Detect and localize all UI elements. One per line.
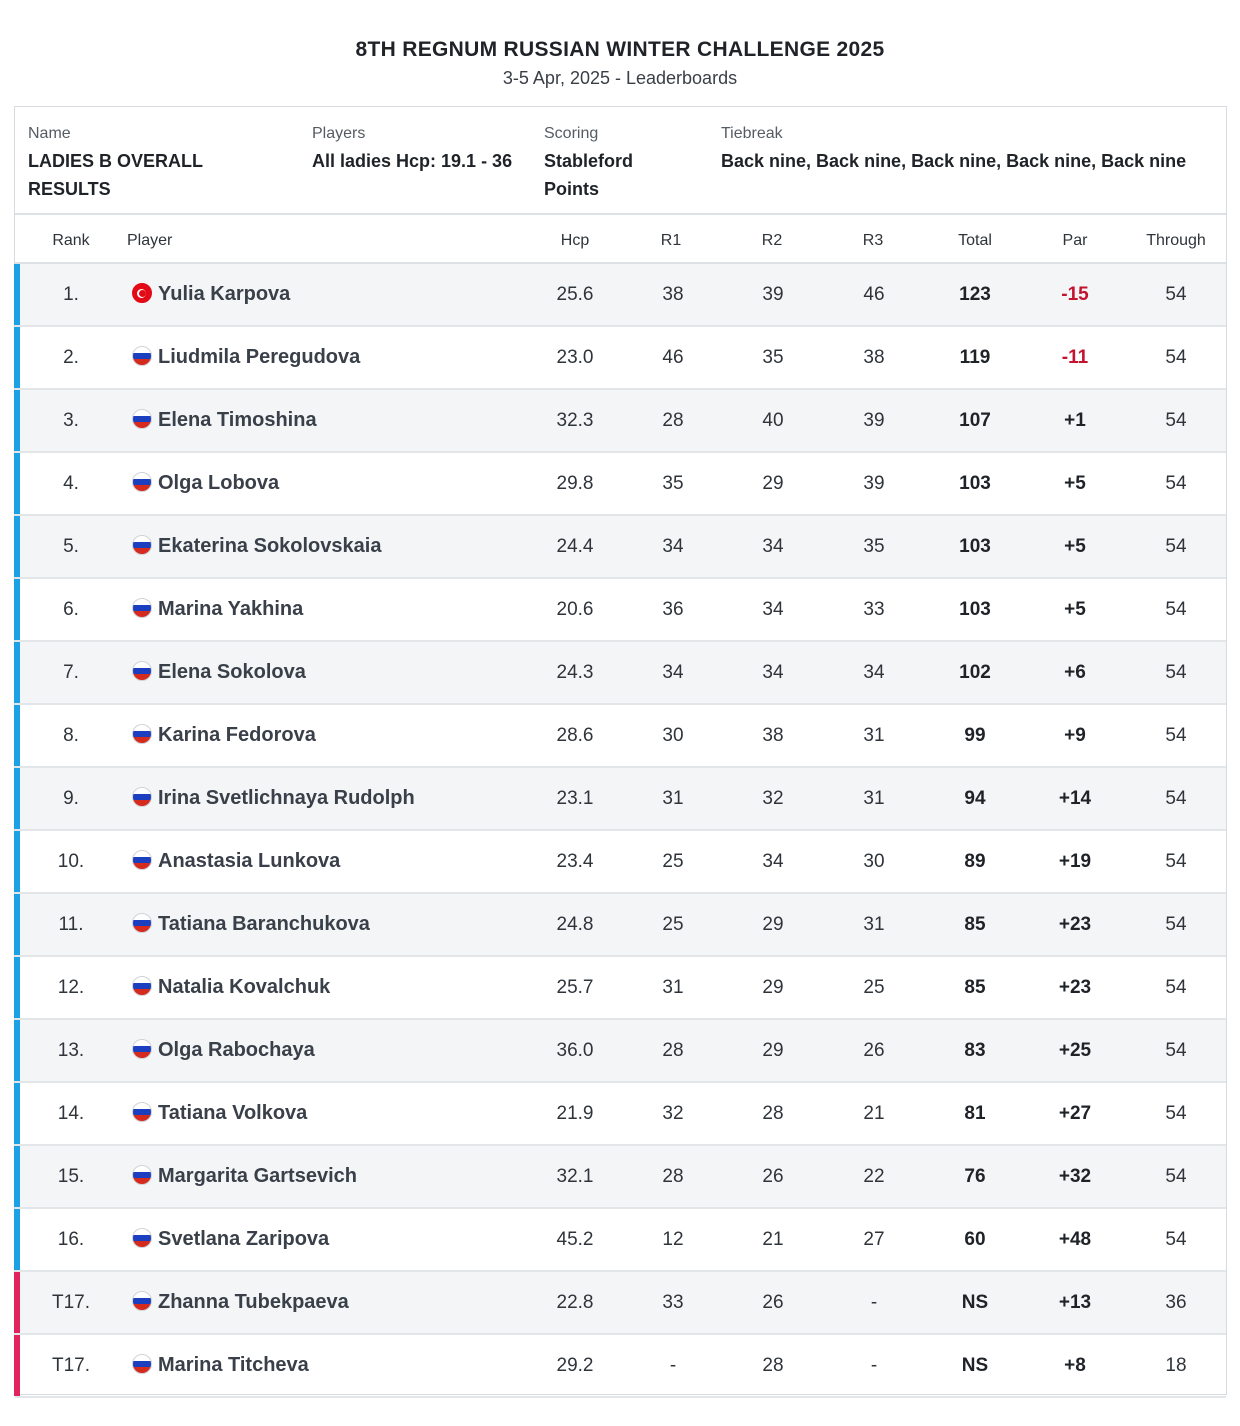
cell-through: 54 (1165, 284, 1187, 305)
cell-total: 89 (964, 851, 986, 872)
cell-par: +9 (1064, 725, 1086, 746)
cell-r3: 21 (863, 1103, 885, 1124)
player-name[interactable]: Liudmila Peregudova (158, 346, 361, 368)
info-scoring-label: Scoring (544, 125, 599, 142)
cell-hcp: 25.7 (556, 977, 594, 998)
cell-total: 123 (959, 284, 991, 305)
cell-par: +48 (1058, 1229, 1092, 1250)
cell-r1: - (669, 1355, 677, 1376)
info-scoring (544, 123, 674, 203)
cell-total: 94 (964, 788, 986, 809)
cell-r1: 31 (662, 788, 684, 809)
cell-rank: 9. (63, 788, 79, 809)
cell-player[interactable] (132, 1146, 552, 1207)
cell-player[interactable] (132, 453, 552, 514)
status-bar (14, 1335, 20, 1396)
cell-through: 54 (1165, 977, 1187, 998)
cell-total: 119 (959, 347, 991, 368)
competition-info (15, 107, 1226, 215)
ru-flag-icon (132, 1102, 152, 1122)
cell-player[interactable] (132, 1335, 552, 1396)
cell-r2: 29 (762, 977, 784, 998)
player-name[interactable]: Anastasia Lunkova (158, 850, 341, 872)
page-header (0, 36, 1240, 91)
cell-r2: 29 (762, 914, 784, 935)
ru-flag-icon (132, 409, 152, 429)
cell-rank: 10. (57, 851, 85, 872)
cell-r3: - (870, 1292, 878, 1313)
cell-hcp: 23.4 (556, 851, 594, 872)
player-name[interactable]: Elena Timoshina (158, 409, 317, 431)
cell-r1: 31 (662, 977, 684, 998)
table-row[interactable] (15, 1083, 1226, 1146)
cell-player[interactable] (132, 579, 552, 640)
cell-rank: T17. (51, 1292, 91, 1313)
cell-rank: 2. (63, 347, 79, 368)
cell-r1: 12 (662, 1229, 684, 1250)
cell-r1: 33 (662, 1292, 684, 1313)
cell-r3: 33 (863, 599, 885, 620)
cell-rank: 14. (57, 1103, 85, 1124)
cell-through: 54 (1165, 536, 1187, 557)
status-bar (14, 579, 20, 640)
ru-flag-icon (132, 724, 152, 744)
cell-player[interactable] (132, 768, 552, 829)
status-bar (14, 894, 20, 955)
cell-through: 54 (1165, 725, 1187, 746)
info-tiebreak (721, 123, 1201, 175)
cell-player[interactable] (132, 957, 552, 1018)
cell-hcp: 22.8 (556, 1292, 594, 1313)
cell-through: 54 (1165, 473, 1187, 494)
cell-par: +27 (1058, 1103, 1092, 1124)
table-header (15, 217, 1226, 264)
ru-flag-icon (132, 1039, 152, 1059)
cell-hcp: 24.8 (556, 914, 594, 935)
cell-r2: 38 (762, 725, 784, 746)
cell-rank: 7. (63, 662, 79, 683)
cell-hcp: 36.0 (556, 1040, 594, 1061)
column-player[interactable]: Player (127, 232, 173, 249)
cell-rank: 15. (57, 1166, 85, 1187)
status-bar (14, 327, 20, 388)
cell-r3: 26 (863, 1040, 885, 1061)
column-hcp[interactable]: Hcp (560, 232, 590, 249)
player-name[interactable]: Olga Lobova (158, 472, 280, 494)
cell-player[interactable] (132, 831, 552, 892)
page-title: 8TH REGNUM RUSSIAN WINTER CHALLENGE 2025 (355, 38, 885, 61)
column-r2[interactable]: R2 (761, 232, 783, 249)
player-name[interactable]: Karina Fedorova (158, 724, 316, 746)
cell-through: 54 (1165, 1040, 1187, 1061)
table-row[interactable] (15, 327, 1226, 390)
cell-r2: 34 (762, 599, 784, 620)
info-players-label: Players (312, 125, 366, 142)
cell-total: 85 (964, 914, 986, 935)
cell-par: +14 (1058, 788, 1092, 809)
table-row[interactable] (15, 831, 1226, 894)
leaderboard (14, 106, 1227, 1395)
table-row[interactable] (15, 264, 1226, 327)
player-name[interactable]: Marina Titcheva (158, 1354, 309, 1376)
page-subtitle: 3-5 Apr, 2025 - Leaderboards (502, 68, 738, 88)
cell-player[interactable] (132, 390, 552, 451)
cell-hcp: 24.4 (556, 536, 594, 557)
table-row[interactable] (15, 1146, 1226, 1209)
cell-total: 103 (959, 599, 991, 620)
status-bar (14, 768, 20, 829)
cell-player[interactable] (132, 705, 552, 766)
cell-player[interactable] (132, 264, 552, 325)
cell-r2: 29 (762, 1040, 784, 1061)
table-row[interactable] (15, 1335, 1226, 1398)
cell-r2: 28 (762, 1103, 784, 1124)
ru-flag-icon (132, 661, 152, 681)
cell-through: 54 (1165, 599, 1187, 620)
info-tiebreak-value: Back nine, Back nine, Back nine, Back nine, Back nine (721, 151, 1187, 171)
column-par[interactable]: Par (1062, 232, 1088, 249)
status-bar (14, 831, 20, 892)
status-bar (14, 957, 20, 1018)
ru-flag-icon (132, 913, 152, 933)
cell-r2: 39 (762, 284, 784, 305)
cell-r3: 31 (863, 788, 885, 809)
cell-r3: 30 (863, 851, 885, 872)
cell-through: 54 (1165, 1103, 1187, 1124)
cell-r1: 36 (662, 599, 684, 620)
info-scoring-value: Stableford Points (544, 151, 634, 199)
cell-rank: T17. (51, 1355, 91, 1376)
table-row[interactable] (15, 642, 1226, 705)
cell-total: 81 (964, 1103, 986, 1124)
cell-r1: 28 (662, 1166, 684, 1187)
ru-flag-icon (132, 976, 152, 996)
cell-through: 54 (1165, 347, 1187, 368)
cell-hcp: 21.9 (556, 1103, 594, 1124)
cell-rank: 4. (63, 473, 79, 494)
cell-hcp: 29.8 (556, 473, 594, 494)
cell-player[interactable] (132, 1272, 552, 1333)
cell-par: -11 (1061, 347, 1089, 368)
cell-r3: 38 (863, 347, 885, 368)
cell-total: NS (961, 1292, 989, 1313)
cell-total: 76 (964, 1166, 986, 1187)
cell-r2: 26 (762, 1166, 784, 1187)
cell-r2: 34 (762, 536, 784, 557)
tr-flag-icon (132, 283, 152, 303)
player-name[interactable]: Irina Svetlichnaya Rudolph (158, 787, 415, 809)
player-name[interactable]: Svetlana Zaripova (158, 1228, 330, 1250)
info-players (312, 123, 522, 175)
ru-flag-icon (132, 1291, 152, 1311)
cell-par: +5 (1064, 536, 1086, 557)
cell-player[interactable] (132, 1020, 552, 1081)
player-name[interactable]: Yulia Karpova (158, 283, 291, 305)
status-bar (14, 1020, 20, 1081)
status-bar (14, 516, 20, 577)
status-bar (14, 1272, 20, 1333)
cell-through: 54 (1165, 662, 1187, 683)
cell-rank: 1. (63, 284, 79, 305)
info-name (28, 123, 268, 203)
cell-through: 54 (1165, 1229, 1187, 1250)
cell-r2: 26 (762, 1292, 784, 1313)
table-body (15, 264, 1226, 1398)
cell-rank: 6. (63, 599, 79, 620)
ru-flag-icon (132, 535, 152, 555)
cell-r1: 38 (662, 284, 684, 305)
cell-r1: 32 (662, 1103, 684, 1124)
player-name[interactable]: Ekaterina Sokolovskaia (158, 535, 382, 557)
cell-r3: 39 (863, 410, 885, 431)
table-row[interactable] (15, 453, 1226, 516)
cell-rank: 13. (57, 1040, 85, 1061)
cell-r1: 25 (662, 914, 684, 935)
cell-r3: 35 (863, 536, 885, 557)
column-through[interactable]: Through (1146, 232, 1206, 249)
table-row[interactable] (15, 1209, 1226, 1272)
ru-flag-icon (132, 472, 152, 492)
cell-hcp: 32.1 (556, 1166, 594, 1187)
status-bar (14, 453, 20, 514)
cell-player[interactable] (132, 516, 552, 577)
status-bar (14, 1083, 20, 1144)
status-bar (14, 642, 20, 703)
cell-r3: 34 (863, 662, 885, 683)
ru-flag-icon (132, 1354, 152, 1374)
cell-par: +23 (1058, 977, 1092, 998)
table-row[interactable] (15, 768, 1226, 831)
column-r3[interactable]: R3 (862, 232, 884, 249)
info-tiebreak-label: Tiebreak (721, 125, 783, 142)
status-bar (14, 1146, 20, 1207)
cell-par: +6 (1064, 662, 1086, 683)
cell-total: 107 (959, 410, 991, 431)
table-row[interactable] (15, 390, 1226, 453)
cell-hcp: 24.3 (556, 662, 594, 683)
ru-flag-icon (132, 1228, 152, 1248)
player-name[interactable]: Olga Rabochaya (158, 1039, 315, 1061)
cell-through: 18 (1165, 1355, 1187, 1376)
cell-rank: 5. (63, 536, 79, 557)
player-name[interactable]: Tatiana Volkova (158, 1102, 308, 1124)
cell-r2: 35 (762, 347, 784, 368)
status-bar (14, 264, 20, 325)
cell-r2: 28 (762, 1355, 784, 1376)
cell-r1: 28 (662, 410, 684, 431)
info-name-label: Name (28, 125, 71, 142)
cell-through: 54 (1165, 914, 1187, 935)
cell-player[interactable] (132, 1083, 552, 1144)
cell-r3: - (870, 1355, 878, 1376)
table-row[interactable] (15, 705, 1226, 768)
cell-total: 85 (964, 977, 986, 998)
cell-hcp: 28.6 (556, 725, 594, 746)
cell-rank: 11. (58, 914, 84, 935)
column-rank[interactable]: Rank (52, 232, 90, 249)
cell-hcp: 29.2 (556, 1355, 594, 1376)
info-name-value: LADIES B OVERALL RESULTS (28, 151, 203, 199)
cell-r1: 25 (662, 851, 684, 872)
player-name[interactable]: Zhanna Tubekpaeva (158, 1291, 349, 1313)
cell-through: 54 (1165, 1166, 1187, 1187)
column-r1[interactable]: R1 (660, 232, 682, 249)
ru-flag-icon (132, 850, 152, 870)
cell-r1: 35 (662, 473, 684, 494)
status-bar (14, 390, 20, 451)
cell-through: 36 (1165, 1292, 1187, 1313)
cell-r2: 34 (762, 662, 784, 683)
cell-par: +32 (1058, 1166, 1092, 1187)
cell-r3: 27 (863, 1229, 885, 1250)
cell-total: 83 (964, 1040, 986, 1061)
cell-total: 60 (964, 1229, 986, 1250)
cell-through: 54 (1165, 851, 1187, 872)
cell-rank: 8. (63, 725, 79, 746)
cell-r2: 34 (762, 851, 784, 872)
cell-r2: 40 (762, 410, 784, 431)
cell-r3: 25 (863, 977, 885, 998)
cell-par: +5 (1064, 473, 1086, 494)
table-row[interactable] (15, 516, 1226, 579)
cell-r1: 34 (662, 662, 684, 683)
cell-par: +8 (1064, 1355, 1086, 1376)
table-row[interactable] (15, 1020, 1226, 1083)
player-name[interactable]: Margarita Gartsevich (158, 1165, 357, 1187)
cell-hcp: 45.2 (556, 1229, 594, 1250)
cell-r1: 46 (662, 347, 684, 368)
cell-par: +19 (1058, 851, 1092, 872)
cell-par: +1 (1064, 410, 1086, 431)
cell-rank: 16. (57, 1229, 85, 1250)
cell-par: +25 (1058, 1040, 1092, 1061)
ru-flag-icon (132, 1165, 152, 1185)
status-bar (14, 1209, 20, 1270)
cell-rank: 12. (57, 977, 85, 998)
cell-player[interactable] (132, 894, 552, 955)
cell-r3: 22 (863, 1166, 885, 1187)
cell-total: 102 (959, 662, 991, 683)
info-players-value: All ladies Hcp: 19.1 - 36 (312, 151, 513, 171)
cell-par: +5 (1064, 599, 1086, 620)
cell-hcp: 32.3 (556, 410, 594, 431)
player-name[interactable]: Natalia Kovalchuk (158, 976, 331, 998)
cell-total: 103 (959, 536, 991, 557)
player-name[interactable]: Elena Sokolova (158, 661, 306, 683)
column-total[interactable]: Total (958, 232, 992, 249)
cell-rank: 3. (63, 410, 79, 431)
cell-hcp: 23.0 (556, 347, 594, 368)
cell-through: 54 (1165, 788, 1187, 809)
cell-r1: 28 (662, 1040, 684, 1061)
cell-r3: 31 (863, 914, 885, 935)
status-bar (14, 705, 20, 766)
cell-r2: 32 (762, 788, 784, 809)
table-row[interactable] (15, 894, 1226, 957)
ru-flag-icon (132, 598, 152, 618)
cell-player[interactable] (132, 1209, 552, 1270)
ru-flag-icon (132, 346, 152, 366)
cell-par: +13 (1058, 1292, 1092, 1313)
cell-through: 54 (1165, 410, 1187, 431)
cell-r1: 34 (662, 536, 684, 557)
ru-flag-icon (132, 787, 152, 807)
cell-r3: 39 (863, 473, 885, 494)
cell-player[interactable] (132, 642, 552, 703)
cell-par: -15 (1061, 284, 1089, 305)
table-row[interactable] (15, 579, 1226, 642)
cell-r3: 46 (863, 284, 885, 305)
cell-hcp: 20.6 (556, 599, 594, 620)
table-row[interactable] (15, 1272, 1226, 1335)
cell-player[interactable] (132, 327, 552, 388)
player-name[interactable]: Marina Yakhina (158, 598, 304, 620)
cell-r1: 30 (662, 725, 684, 746)
cell-par: +23 (1058, 914, 1092, 935)
cell-hcp: 25.6 (556, 284, 594, 305)
cell-r2: 21 (762, 1229, 784, 1250)
player-name[interactable]: Tatiana Baranchukova (158, 913, 370, 935)
table-row[interactable] (15, 957, 1226, 1020)
cell-total: NS (961, 1355, 989, 1376)
cell-total: 103 (959, 473, 991, 494)
cell-total: 99 (964, 725, 986, 746)
cell-r2: 29 (762, 473, 784, 494)
cell-r3: 31 (863, 725, 885, 746)
cell-hcp: 23.1 (556, 788, 594, 809)
